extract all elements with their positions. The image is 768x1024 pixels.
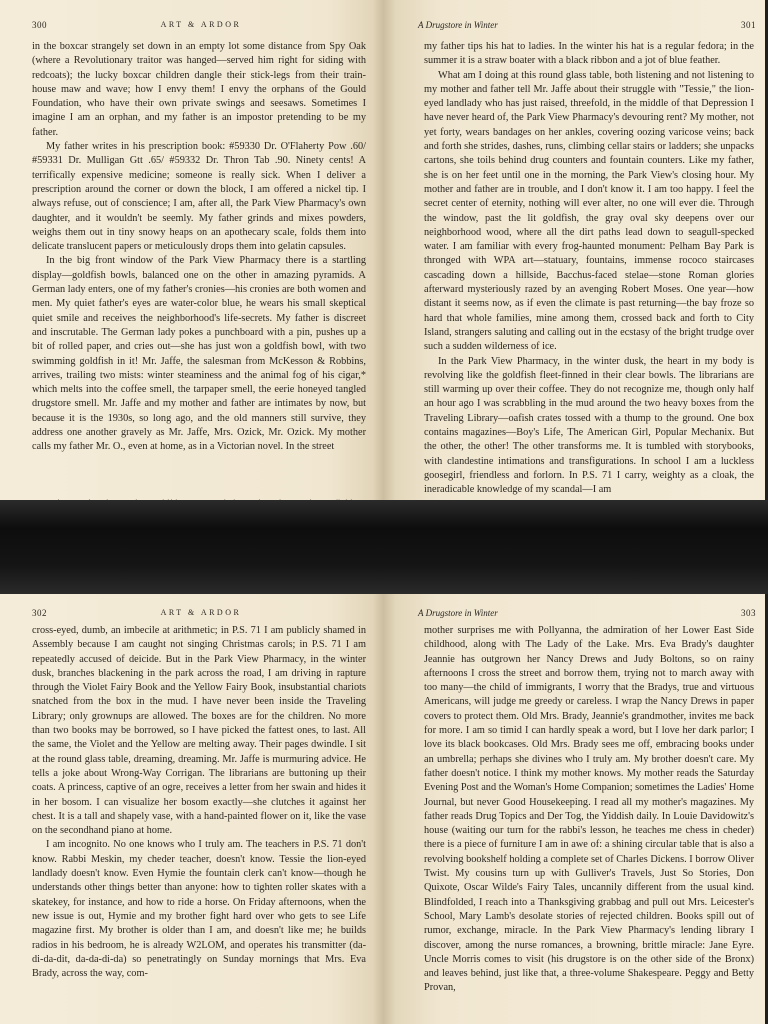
paragraph: In the Park View Pharmacy, in the winter dusk, the heart in my body is revolving like the goldfish fleet-finned in their clear bowls. The librarians are still warming up over their coffee. They do not recognize me, though only half an hour ago I was scrabbling in the mud around the two heavy boxes from the Traveling Library—oafish crates tossed with a thump to the ground. One box contains magazines—Boy's Life, The American Girl, Popular Mechanix. But the other, the other! The other transforms me. It is tumbled with storybooks, with clandestine intimations and transfigurations. In school I am a luckless goosegirl, friendless and forlorn. In P.S. 71 I carry, weighty as a cloak, the ineradicable knowledge of my scandal—I am: [424, 355, 754, 496]
top-spread: [0, 0, 768, 500]
page-number: 300: [32, 20, 47, 30]
paragraph: I am incognito. No one knows who I truly am. The teachers in P.S. 71 don't know. Rabbi Meskin, my cheder teacher, doesn't know. Tessie the lion-eyed landlady doesn't know. Even Hymie the fountain clerk can't know—though he understands other things better than anyone: how to tighten roller skates with a skatekey, for instance, and how to ride a horse. On Friday afternoons, when the new issue is out, Hymie and my brother fight hard over who gets to see Life magazine first. My brother is older than I am, and doesn't like me; he builds radios in his bedroom, he is already W2LOM, and operates his transmitter (da-di-da-dit, da-da-di-da) so penetratingly on Sunday mornings that Mrs. Eva Brady, across the way, com-: [32, 839, 366, 980]
paragraph: my father tips his hat to ladies. In the winter his hat is a regular fedora; in the summer it is a straw boater with a black ribbon and a jot of blue feather.: [424, 41, 754, 67]
page-301: [384, 0, 768, 500]
page-302: [0, 594, 384, 1024]
page-303: [384, 594, 768, 1024]
page-number: 303: [741, 608, 756, 618]
paragraph: What am I doing at this round glass table, both listening and not listening to my mother and father tell Mr. Jaffe about their struggle with "Tessie," the lion-eyed landlady who has just raised, threefold, in the middle of that Depression I have never heard of, the Park View Pharmacy's devouring rent? My mother, not yet forty, wears bandages on her ankles, covering oozing varicose veins; back and forth she strides, dashes, runs, climbing cellar stairs or ladders; she unpacks cartons, she toils behind drug counters and fountain counters. Like my father, she is on her feet until one in the morning, the Park View's closing hour. My mother and father are in trouble, and I don't know it. I am too happy. I feel the secret center of eternity, nothing will ever alter, no one will ever die. Through the window, past the lit goldfish, the gray oval sky deepens over our neighborhood wood, where all the dirt paths lead down to seagull-specked water. I am familiar with every frog-haunted monument: Pelham Bay Park is thronged with WPA art—statuary, fountains, immense rococo staircases cascading down a hillside, Bacchus-faced stelae—stone Roman glories afterward mysteriously razed by an avenging Robert Moses. One year—how distant it seems now, as if even the climate is past returning—the bay froze so hard that whole families, mine among them, crossed back and forth to City Island, strangers saluting and calling out in the ecstasy of the bright trudge over such a sudden wilderness of ice.: [424, 69, 754, 353]
running-head: A Drugstore in Winter: [418, 20, 498, 30]
paragraph: My father writes in his prescription book: #59330 Dr. O'Flaherty Pow .60/ #59331 Dr. Mulligan Gtt .65/ #59332 Dr. Thron Tab .90. Ninety cents! A terrifically expensive medicine; someone is really sick. When I deliver a prescription around the corner or down the block, I am offered a nickel tip. I always refuse, out of conscience; I am, after all, the Park View Pharmacy's own daughter, and it wouldn't be seemly. My father grinds and mixes powders, weighs them out in tiny snowy heaps on an apothecary scale, folds them into delicate translucent papers or meticulously drops them into gelatin capsules.: [32, 141, 366, 253]
page-body: [32, 624, 366, 981]
page-number: 301: [741, 20, 756, 30]
paragraph: mother surprises me with Pollyanna, the admiration of her Lower East Side childhood, along with The Lady of the Lake. Mrs. Eva Brady's daughter Jeannie has outgrown her Nancy Drews and Judy Boltons, so on rainy afternoons I cross the street and borrow them, trying not to march away with too many—the child of immigrants, I worry that the Bradys, true and virtuous Americans, will judge me greedy or careless. I wrap the Nancy Drews in paper covers to protect them. Old Mrs. Brady, Jeannie's grandmother, invites me back for more. I am so timid I can hardly speak a word, but I love her dark parlor; I love its black bookcases. Old Mrs. Brady sees me off, embracing books under an umbrella; perhaps she divines who I truly am. My brother doesn't care. My father doesn't notice. I think my mother knows. My mother reads the Saturday Evening Post and the Woman's Home Companion; sometimes the Ladies' Home Journal, but never Good Housekeeping. I read all my mother's magazines. My father reads Drug Topics and Der Tog, the Yiddish daily. In Louie Davidowitz's house (waiting our turn for the rabbi's lesson, he teaches me chess in cheder) there is a piece of furniture I am in awe of: a shining circular table that is also a revolving bookshelf holding a complete set of Charles Dickens. I borrow Oliver Twist. My cousins turn up with Gulliver's Travels, Just So Stories, Don Quixote, Oscar Wilde's Fairy Tales, uncannily different from the usual kind. Blindfolded, I reach into a Thanksgiving grabbag and pull out Mrs. Leicester's School, Mary Lamb's desolate stories of rejected children. Books spill out of rumor, exchange, miracle. In the Park View Pharmacy's lending library I discover, among the nurse romances, a browning, brittle miracle: Jane Eyre. Uncle Morris comes to visit (his drugstore is on the other side of the Bronx) and leaves behind, just like that, a three-volume Shakespeare. Peggy and Betty Provan,: [424, 625, 754, 994]
page-body: [32, 40, 366, 455]
page-300: [0, 0, 384, 500]
running-head: ART & ARDOR: [160, 608, 242, 617]
bottom-spread: [0, 594, 768, 1024]
running-head: A Drugstore in Winter: [418, 608, 498, 618]
scan-gap: [0, 500, 768, 594]
page-body: [424, 40, 754, 498]
page-body: [424, 624, 754, 996]
paragraph: cross-eyed, dumb, an imbecile at arithmetic; in P.S. 71 I am publicly shamed in Assembly because I am caught not singing Christmas carols; in P.S. 71 I am repeatedly accused of deicide. But in the Park View Pharmacy, in the winter dusk, branches blackening in the park across the road, I am driving in rapture through the Violet Fairy Book and the Yellow Fairy Book, insubstantial chariots snatched from the box in the mud. I have never been inside the Traveling Library; only grownups are allowed. The boxes are for the children. No more than two books may be borrowed, so I have picked the fattest ones, to last. All the same, the Violet and the Yellow are melting away. Their pages dwindle. I sit at the round glass table, dreaming, dreaming. Mr. Jaffe is murmuring advice. He tells a joke about Wrong-Way Corrigan. The librarians are buttoning up their coats. A princess, captive of an ogre, receives a letter from her swain and hides it in her bosom. I can visualize her bosom exactly—she clutches it against her chest. It is a tall and shapely vase, with a hand-painted flower on it, like the vase on the secondhand piano at home.: [32, 625, 366, 837]
page-number: 302: [32, 608, 47, 618]
running-head: ART & ARDOR: [160, 20, 242, 29]
paragraph: In the big front window of the Park View Pharmacy there is a startling display—goldfish bowls, balanced one on the other in amazing pyramids. A German lady enters, one of my father's cronies—his cronies are both women and men. My quiet father's eyes are water-color blue, he wears his small skeptical quiet smile and receives the neighborhood's life-secrets. My father is discreet and inscrutable. The German lady pokes a punchboard with a pin, pushes up a bit of rolled paper, and cries out—she has just won a goldfish bowl, with two swimming goldfish in it! Mr. Jaffe, the salesman from McKesson & Robbins, arrives, trailing two mists: winter steaminess and the animal fog of his cigar,* which melts into the coffee smell, the tarpaper smell, the eerie honeyed tangled drugstore smell. Mr. Jaffe and my mother and father are intimates by now, but because it is the 1930s, so long ago, and the old manners still survive, they address one another gravely as Mr. Jaffe, Mrs. Ozick, Mr. Ozick. My mother calls my father Mr. O., even at home, as in a Victorian novel. In the street: [32, 255, 366, 453]
paragraph: in the boxcar strangely set down in an empty lot some distance from Spy Oak (where a Revolutionary traitor was hanged—served him right for siding with redcoats); the lucky boxcar children dangle their stick-legs from their train-house maw and wave; how I envy them! I envy the orphans of the Gould Foundation, who have their own private swings and seesaws. Sometimes I imagine I am an orphan, and my father is an impostor pretending to be my father.: [32, 41, 366, 138]
